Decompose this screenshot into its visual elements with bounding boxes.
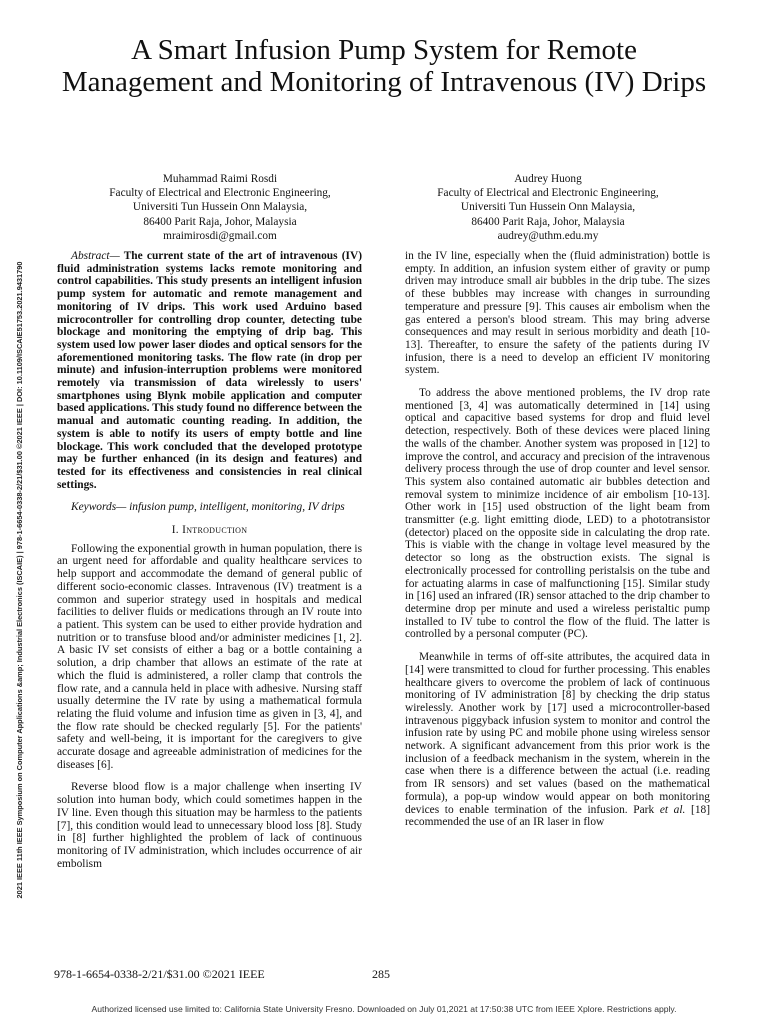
- author-email[interactable]: mraimirosdi@gmail.com: [163, 229, 277, 242]
- abstract-text: The current state of the art of intravenous (IV) fluid administration systems lacks remote monitoring and control capabilities. This study presents an intelligent infusion pump system for automatic and remote management and monitoring of IV drips. This work used Arduino based microcontroller for controlling drop counter, detecting tube blockage and monitoring the emptying of drip bag. This system used low power laser diodes and optical sensors for the aforementioned monitoring tasks. The flow rate (in drop per minute) and infusion-interruption problems were monitored remotely via transmission of data wirelessly to users' smartphones using Blynk mobile application and computer based applications. This study found no difference between the manual and automatic counting reading. In addition, the system is able to notify its users of empty bottle and line blockage. This work concluded that the developed prototype may be further enhanced (in its design and features) and tested for its effectiveness and consistencies in real clinical settings.: [57, 250, 362, 491]
- author-department: Faculty of Electrical and Electronic Engineering,: [109, 187, 331, 200]
- license-notice: Authorized licensed use limited to: California State University Fresno. Downloaded on July 01,2021 at 17:50:38 UTC from IEEE Xplore. Restrictions apply.: [91, 1004, 677, 1014]
- page-number: 285: [372, 967, 390, 981]
- section-number: I.: [171, 524, 179, 537]
- author-name: Audrey Huong: [514, 173, 582, 185]
- body-paragraph: [405, 651, 710, 829]
- footer-isbn: 978-1-6654-0338-2/21/$31.00 ©2021 IEEE: [54, 967, 265, 981]
- paragraph-text: Meanwhile in terms of off-site attributes, the acquired data in [14] were transmitted to cloud for further processing. This enables healthcare givers to overcome the problem of lack of continuous monitoring of IV administration [8] by checking the drip status wirelessly. Another work by [17] used a microcontroller-based intravenous piggyback infusion system to monitor and control the infusion rate by using PC and mobile phone using wireless sensor network. A significant advancement from this prior work is the inclusion of a feedback mechanism in the system, wherein in the case when there is a difference between the actual (i.e. reading from IR sensors) and set values (based on the mathematical formula), a pop-up window would appear on both monitoring devices to enable termination of the infusion. Park: [405, 651, 710, 816]
- keywords: Keywords— infusion pump, intelligent, monitoring, IV drips: [71, 501, 345, 514]
- author-address: 86400 Parit Raja, Johor, Malaysia: [471, 215, 625, 228]
- author-block-1: [60, 172, 380, 243]
- right-column: [405, 250, 710, 839]
- section-heading: [57, 524, 362, 537]
- paper-title: A Smart Infusion Pump System for Remote Management and Monitoring of Intravenous (IV) Drips: [61, 34, 707, 98]
- doi-sidebar: 2021 IEEE 11th IEEE Symposium on Computer Applications &amp; Industrial Electronics (ISCAIE) | 978-1-6654-0338-2/21/$31.00 ©2021 IEEE | DOI: 10.1109/ISCAIE51753.2021.9431790: [15, 261, 24, 899]
- body-paragraph: Following the exponential growth in human population, there is an urgent need for affordable and quality healthcare services to help support and accommodate the demand of general public of different socio-economic classes. Intravenous (IV) treatment is a common and superior strategy used in hospitals and medical facilities to deliver fluids or medications through an IV route into a patient. This system can be used to either provide hydration and nutrition or to transfuse blood and/or administer medicines [1, 2]. A basic IV set consists of either a bag or a bottle containing a solution, a drip chamber that allows an estimate of the rate at which the fluid is administered, a roller clamp that controls the flow rate, and a cannula held in place with adhesive. Nursing staff usually determine the IV rate by using a mathematical formula relating the fluid volume and infusion time as given in [3, 4], and the flow rate should be checked regularly [5]. For the patients' safety and well-being, it is important for the caregivers to give accurate dosage and agreeable administration of medicines for the diseases [6].: [57, 542, 362, 771]
- author-university: Universiti Tun Hussein Onn Malaysia,: [460, 201, 636, 214]
- author-department: Faculty of Electrical and Electronic Engineering,: [437, 187, 659, 200]
- citation-etal: et al.: [659, 803, 686, 816]
- abstract: [57, 250, 362, 491]
- left-column: [57, 250, 362, 880]
- author-name: Muhammad Raimi Rosdi: [162, 173, 278, 185]
- author-university: Universiti Tun Hussein Onn Malaysia,: [132, 201, 308, 214]
- abstract-label: Abstract—: [71, 250, 120, 262]
- body-paragraph: in the IV line, especially when the (fluid administration) bottle is empty. In addition, an infusion system either of gravity or pump driven may introduce small air bubbles in the drip tube. The sizes of these bubbles may increase with changes in surrounding temperature and pressure [9]. This causes air embolism when the gas entered a person's blood stream. This may bring adverse consequences and may result in serious morbidity and death [10-13]. Thereafter, to ensure the safety of the patients during IV infusion, there is a need to develop an efficient IV monitoring system.: [405, 250, 710, 377]
- body-paragraph: To address the above mentioned problems, the IV drop rate mentioned [3, 4] was automatically determined in [14] using optical and capacitive based systems for drop and fluid level detection, respectively. Both of these devices were placed lining the walls of the chamber. Another system was proposed in [12] to improve the control, and accuracy and precision of the intravenous delivery process through the use of drop counter and level sensor. This system also contained automatic air bubbles detection and removal system to minimize incidence of air embolism [10-13]. Other work in [15] used obstruction of the light beam from transmitter (e.g. light emitting diode, LED) to a phototransistor (detector) placed on the opposite side in calculating the drop rate. This is viable with the change in voltage level measured by the detector so long as the obstruction exists. The signal is electronically processed for controlling peristalsis on the tube and for actuating alarms in case of malfunctioning [15]. Similar study in [16] used an infrared (IR) sensor attached to the drip chamber to determine drop per minute and used a wireless peristaltic pump installed to IV tube to control the flow of the fluid. The latter is controlled by a personal computer (PC).: [405, 387, 710, 641]
- paragraph-tail: [18] recommended the use of an IR laser in flow: [405, 803, 711, 829]
- section-title: Introduction: [182, 524, 248, 537]
- body-paragraph: Reverse blood flow is a major challenge when inserting IV solution into human body, which could sometimes happen in the IV line. Even though this situation may be harmless to the patients [7], this condition would lead to unnecessary blood loss [8]. Study in [8] further highlighted the problem of lack of continuous monitoring of IV administration, which includes occurrence of air embolism: [57, 781, 362, 870]
- author-block-2: [388, 172, 708, 243]
- author-address: 86400 Parit Raja, Johor, Malaysia: [143, 215, 297, 228]
- author-email[interactable]: audrey@uthm.edu.my: [497, 229, 599, 242]
